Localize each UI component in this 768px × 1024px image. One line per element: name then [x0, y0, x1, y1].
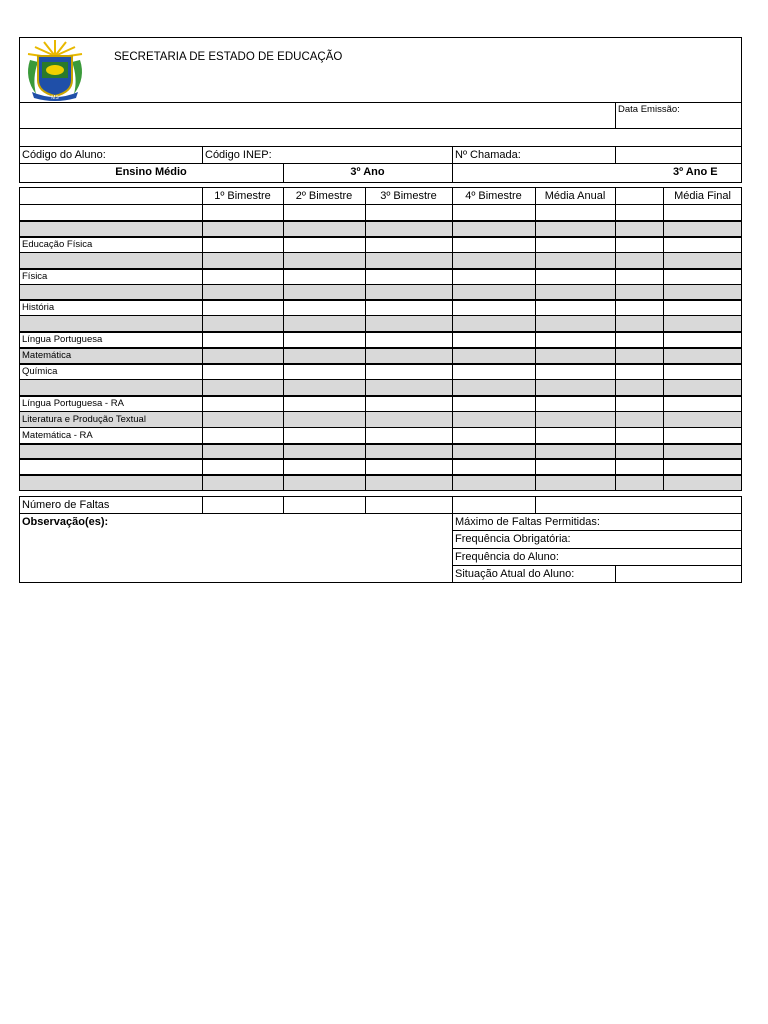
subject-name: História — [22, 302, 55, 314]
column-header-bimester-4: 4º Bimestre — [465, 190, 522, 202]
row-divider — [19, 458, 742, 460]
column-header-bimester-3: 3º Bimestre — [380, 190, 437, 202]
row-divider — [19, 284, 742, 285]
student-frequency-label: Frequência do Aluno: — [455, 551, 559, 563]
row-divider — [19, 474, 742, 476]
row-divider — [19, 427, 742, 428]
row-divider — [19, 315, 742, 316]
row-shading — [20, 444, 741, 459]
row-divider — [19, 252, 742, 253]
subject-name: Matemática — [22, 350, 72, 362]
row-divider — [19, 490, 742, 491]
current-status-label: Situação Atual do Aluno: — [455, 568, 575, 580]
row-shading — [20, 316, 741, 331]
subject-name: Literatura e Produção Textual — [22, 413, 146, 425]
row-divider — [19, 331, 742, 333]
education-level: Ensino Médio — [115, 166, 187, 178]
row-shading — [20, 285, 741, 300]
row-shading — [20, 253, 741, 268]
student-code-label: Código do Aluno: — [22, 149, 106, 161]
row-divider — [19, 299, 742, 301]
subject-name: Matemática - RA — [22, 429, 93, 441]
max-absences-label: Máximo de Faltas Permitidas: — [455, 516, 600, 528]
row-divider — [19, 379, 742, 380]
svg-text:MS: MS — [51, 95, 59, 101]
subject-name: Língua Portuguesa — [22, 334, 103, 346]
institution-name: SECRETARIA DE ESTADO DE EDUCAÇÃO — [114, 51, 343, 63]
row-shading — [20, 475, 741, 490]
observations-label: Observação(es): — [22, 516, 109, 528]
column-header-bimester-2: 2º Bimestre — [295, 190, 353, 202]
subject-name: Língua Portuguesa - RA — [22, 397, 124, 409]
row-divider — [19, 443, 742, 445]
subject-name: Química — [22, 366, 58, 377]
row-shading — [20, 380, 741, 395]
inep-code-label: Código INEP: — [205, 149, 272, 161]
column-header-bimester-1: 1º Bimestre — [214, 190, 271, 202]
subject-name: Educação Física — [22, 238, 93, 250]
column-header-annual-average: Média Anual — [544, 190, 606, 202]
row-divider — [19, 411, 742, 412]
row-divider — [19, 220, 742, 222]
subject-name: Física — [22, 270, 48, 282]
row-divider — [19, 236, 742, 238]
row-divider — [19, 395, 742, 397]
row-divider — [19, 268, 742, 270]
call-number-label: Nº Chamada: — [455, 149, 521, 161]
required-frequency-label: Frequência Obrigatória: — [455, 533, 571, 545]
absences-label: Número de Faltas — [22, 499, 110, 511]
emission-date-label: Data Emissão: — [618, 104, 680, 115]
column-header-final-average: Média Final — [674, 190, 731, 202]
school-year: 3º Ano — [350, 166, 385, 178]
coat-of-arms-logo — [22, 38, 88, 102]
row-shading — [20, 348, 741, 363]
row-shading — [20, 221, 741, 236]
footer-box — [19, 496, 742, 583]
row-divider — [19, 347, 742, 349]
class-name: 3º Ano E — [673, 166, 718, 178]
row-divider — [19, 363, 742, 365]
